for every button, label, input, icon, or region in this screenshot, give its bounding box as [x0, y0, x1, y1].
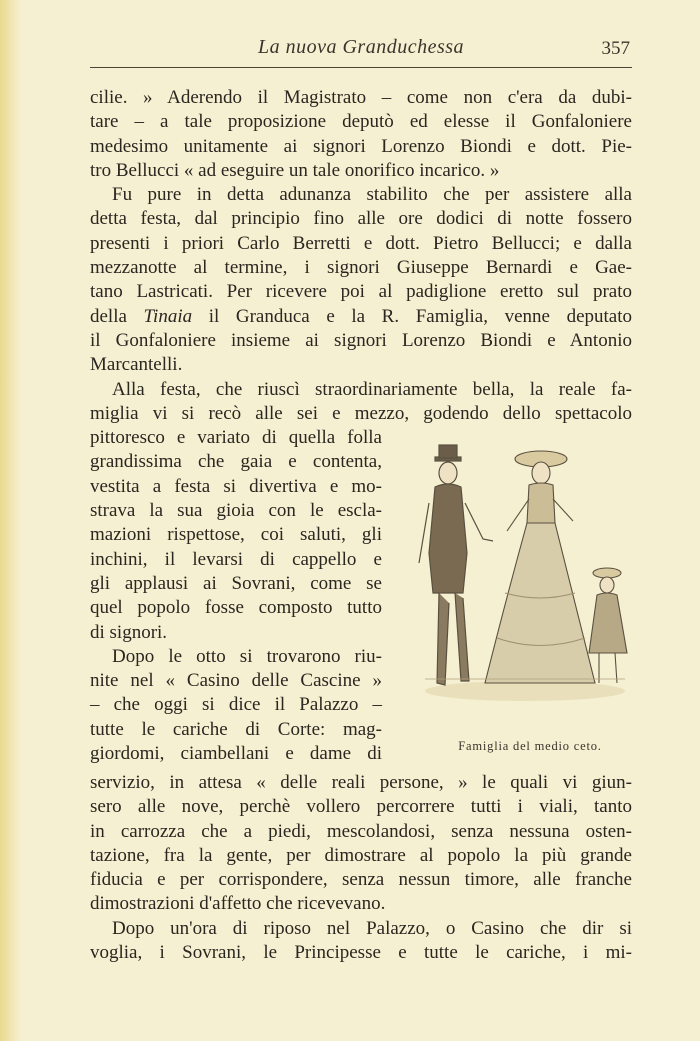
figure-caption: Famiglia del medio ceto.	[458, 739, 602, 753]
text-line: quel popolo fosse composto tutto	[90, 597, 382, 619]
page-edge	[0, 0, 22, 1041]
text-line: vestita a festa si divertiva e mo-	[90, 475, 382, 497]
text-line: tro Bellucci « ad eseguire un tale onorifico incarico. »	[90, 159, 500, 181]
text-line: dimostrazioni d'affetto che ricevevano.	[90, 893, 386, 915]
text-line: – che oggi si dice il Palazzo –	[90, 694, 382, 716]
family-illustration	[415, 443, 635, 753]
family-illustration-drawing	[415, 443, 635, 733]
page-header	[90, 36, 632, 66]
text-line: tazione, fra la gente, per dimostrare al popolo la più grande	[90, 844, 632, 866]
text-line: voglia, i Sovrani, le Principesse e tutte le cariche, i mi-	[90, 942, 632, 964]
body-text-lower	[90, 771, 632, 917]
italic-place-name: Tinaia	[143, 305, 193, 327]
text-line: miglia vi si recò alle sei e mezzo, godendo dello spettacolo	[90, 402, 632, 424]
page-number: 357	[601, 38, 630, 59]
text-line: gli applausi ai Sovrani, come se	[90, 572, 382, 594]
text-line: mezzanotte al termine, i signori Giuseppe Bernardi e Gae-	[90, 257, 632, 279]
body-text-tail	[90, 917, 632, 966]
text-line: medesimo unitamente ai signori Lorenzo Biondi e dott. Pie-	[90, 135, 632, 157]
text-line: inchini, il levarsi di cappello e	[90, 548, 382, 570]
text-line: pittoresco e variato di quella folla	[90, 427, 382, 449]
text-line: Marcantelli.	[90, 354, 183, 376]
running-title: La nuova Granduchessa	[257, 36, 465, 58]
header-rule	[90, 67, 632, 68]
text-line: mazioni rispettose, coi saluti, gli	[90, 524, 382, 546]
text-line: detta festa, dal principio fino alle ore dodici di notte fossero	[90, 208, 632, 230]
text-line: in carrozza che a piedi, mescolandosi, senza nessuna osten-	[90, 820, 632, 842]
text-line: strava la sua gioia con le escla-	[90, 500, 382, 522]
text-line: Dopo le otto si trovarono riu-	[112, 645, 382, 667]
text-line: tano Lastricati. Per ricevere poi al padiglione eretto sul prato	[90, 281, 632, 303]
text-line: Alla festa, che riuscì straordinariamente bella, la reale fa-	[112, 378, 632, 400]
text-line: fiducia e per corrispondere, senza nessun timore, alle franche	[90, 869, 632, 891]
text-line: Dopo un'ora di riposo nel Palazzo, o Casino che dir si	[112, 918, 632, 939]
text-line: il Gonfaloniere insieme ai signori Lorenzo Biondi e Antonio	[90, 329, 632, 351]
text-line: giordomi, ciambellani e dame di	[90, 743, 382, 765]
text-line-tinaia: della Tinaia il Granduca e la R. Famiglia, venne deputato	[90, 305, 632, 327]
text-line: grandissima che gaia e contenta,	[90, 451, 382, 473]
text-line: nite nel « Casino delle Cascine »	[90, 670, 382, 692]
text-line: tutte le cariche di Corte: mag-	[90, 718, 382, 740]
text-line: sero alle nove, perchè vollero percorrere tutti i viali, tanto	[90, 796, 632, 818]
text-line: tare – a tale proposizione deputò ed elesse il Gonfaloniere	[90, 111, 632, 133]
text-line: presenti i priori Carlo Berretti e dott. Pietro Bellucci; e dalla	[90, 232, 632, 254]
text-line: servizio, in attesa « delle reali persone, » le quali vi giun-	[90, 772, 632, 793]
text-line: cilie. » Aderendo il Magistrato – come non c'era da dubi-	[90, 87, 632, 108]
text-line: Fu pure in detta adunanza stabilito che per assistere alla	[112, 184, 632, 206]
text-line: di signori.	[90, 621, 168, 643]
